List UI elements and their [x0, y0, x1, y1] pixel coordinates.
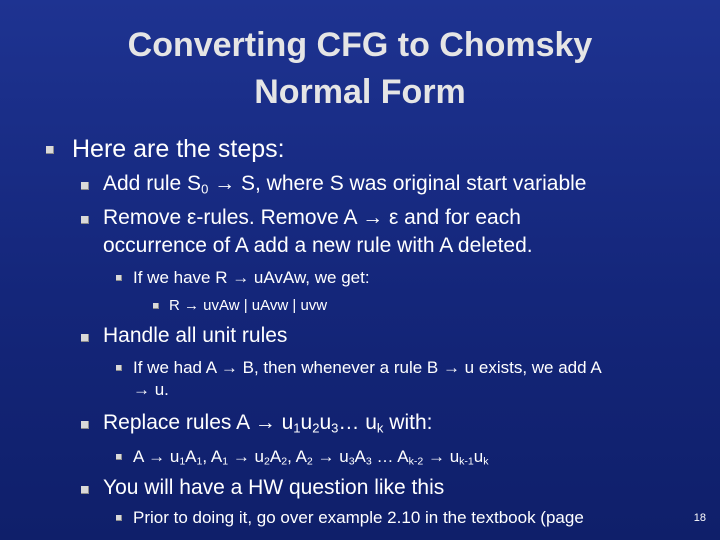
- page-number: 18: [693, 512, 706, 524]
- text-line-2: → u.: [133, 380, 169, 399]
- text: R → uvAw | uAvw | uvw: [169, 297, 328, 314]
- bullet-remove-epsilon: [103, 206, 533, 258]
- bullet-add-rule: [103, 172, 586, 196]
- subscript: 2: [281, 455, 288, 468]
- text: … A: [371, 447, 409, 466]
- text: Add rule S: [103, 172, 202, 195]
- subscript: 1: [196, 455, 203, 468]
- text: with:: [383, 411, 433, 434]
- subscript: 1: [222, 455, 229, 468]
- text: A: [185, 447, 197, 466]
- text: Prior to doing it, go over example 2.10 in the textbook (page: [133, 508, 584, 527]
- title-line-2: Normal Form: [254, 73, 466, 111]
- square-bullet-icon: [81, 486, 89, 494]
- square-bullet-icon: [81, 421, 89, 429]
- text: → u: [228, 447, 264, 466]
- text: If we have R → uAvAw, we get:: [133, 268, 370, 287]
- bullet-text: Here are the steps:: [72, 135, 285, 163]
- square-bullet-icon: [116, 275, 122, 281]
- subscript: 2: [264, 455, 270, 468]
- title-line-1: Converting CFG to Chomsky: [127, 26, 593, 64]
- slide-title: [40, 22, 680, 116]
- square-bullet-icon: [153, 303, 159, 309]
- subscript: k-2: [408, 455, 424, 468]
- subscript: 3: [348, 455, 355, 468]
- square-bullet-icon: [116, 515, 122, 521]
- square-bullet-icon: [116, 454, 122, 460]
- text: … u: [338, 411, 377, 434]
- text: u: [300, 411, 313, 434]
- text: , A: [202, 447, 223, 466]
- subscript: 1: [293, 420, 301, 436]
- subscript: 3: [331, 420, 339, 436]
- square-bullet-icon: [46, 146, 54, 154]
- bullet-replace-rules: [103, 411, 432, 435]
- subscript: 0: [201, 181, 209, 197]
- text: u: [319, 411, 332, 434]
- text-line-2: occurrence of A add a new rule with A deleted.: [103, 234, 533, 257]
- bullet-example-result: [169, 297, 327, 314]
- bullet-textbook-example: [133, 508, 584, 528]
- text: Handle all unit rules: [103, 324, 288, 347]
- square-bullet-icon: [81, 334, 89, 342]
- text: You will have a HW question like this: [103, 476, 445, 499]
- text: , A: [287, 447, 307, 466]
- bullet-replace-example: [133, 447, 489, 467]
- bullet-unit-rules: [103, 324, 287, 348]
- text: Replace rules A → u: [103, 411, 294, 434]
- text-line-1: If we had A → B, then whenever a rule B → u exists, we add A: [133, 358, 602, 377]
- text: A: [269, 447, 282, 466]
- square-bullet-icon: [81, 216, 89, 224]
- subscript: 3: [365, 455, 372, 468]
- square-bullet-icon: [81, 182, 89, 190]
- text: u: [473, 447, 484, 466]
- subscript: 2: [312, 420, 320, 436]
- subscript: 2: [306, 455, 313, 468]
- subscript: k-1: [459, 455, 474, 468]
- text: → S, where S was original start variable: [208, 172, 587, 195]
- text: A → u: [133, 447, 180, 466]
- text: → u: [312, 447, 349, 466]
- bullet-steps: [72, 135, 285, 164]
- subscript: 1: [179, 455, 186, 468]
- subscript: k: [376, 420, 384, 436]
- bullet-example-r: [133, 268, 370, 288]
- bullet-hw-question: [103, 476, 444, 500]
- text: A: [354, 447, 366, 466]
- subscript: k: [483, 455, 489, 468]
- text: → u: [423, 447, 460, 466]
- square-bullet-icon: [116, 365, 122, 371]
- bullet-unit-example: [133, 358, 602, 400]
- text-line-1: Remove ε-rules. Remove A → ε and for each: [103, 206, 521, 229]
